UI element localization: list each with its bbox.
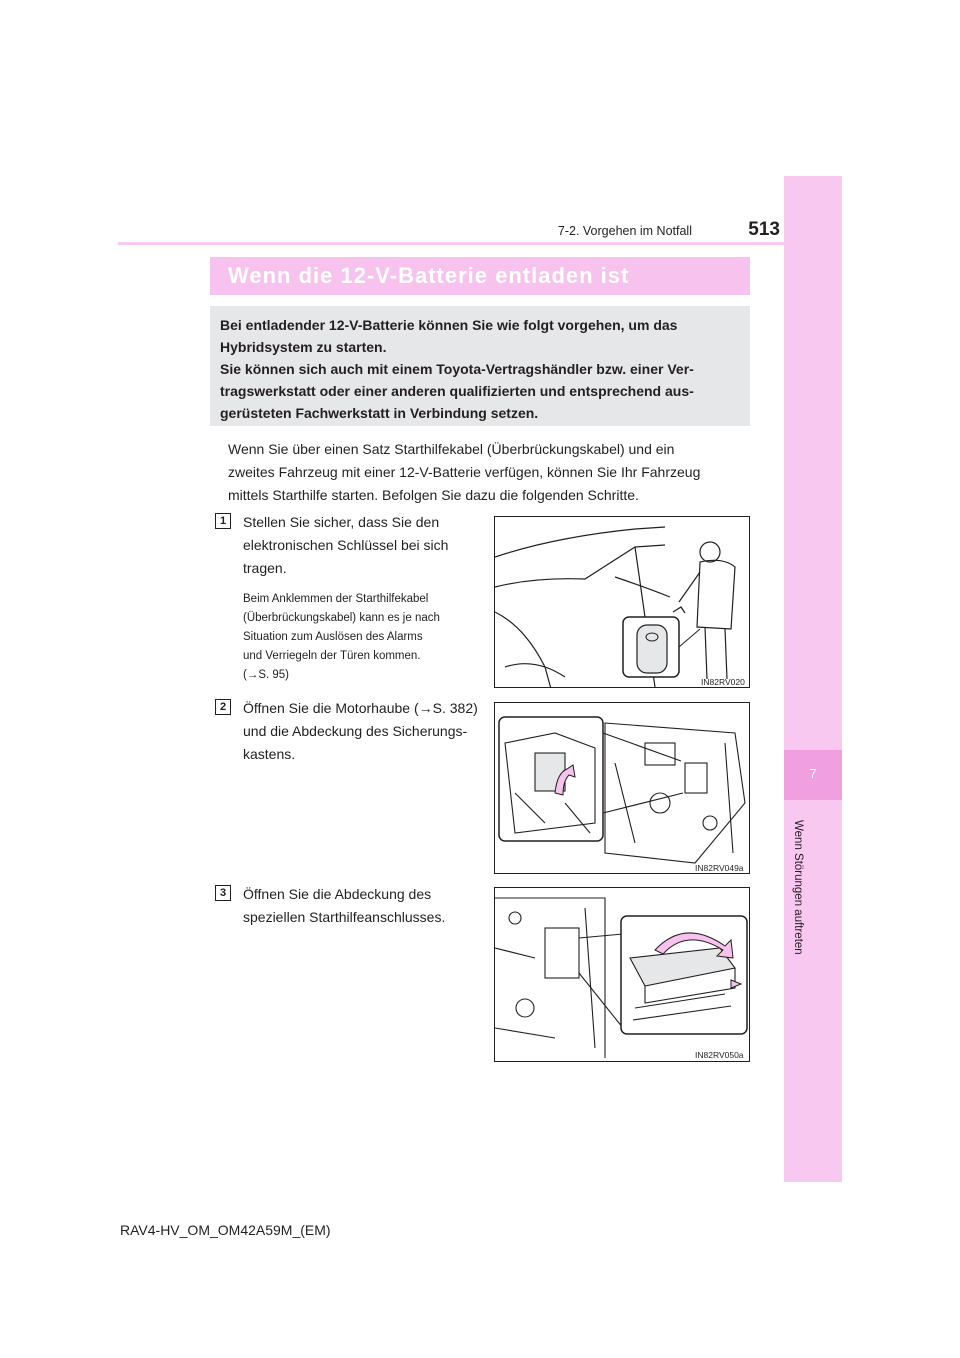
intro-line: gerüsteten Fachwerkstatt in Verbindung setzen. xyxy=(220,405,539,421)
step-text-line: Stellen Sie sicher, dass Sie den xyxy=(243,514,440,530)
body-line: zweites Fahrzeug mit einer 12-V-Batterie verfügen, können Sie Ihr Fahrzeug xyxy=(228,464,701,480)
intro-line: tragswerkstatt oder einer anderen qualifizierten und entsprechend aus- xyxy=(220,383,694,399)
smart-key-icon xyxy=(637,625,667,673)
step-note-line: und Verriegeln der Türen kommen. xyxy=(243,650,421,662)
step-text-line: kastens. xyxy=(243,746,296,762)
section-title: 7-2. Vorgehen im Notfall xyxy=(557,224,692,238)
header-rule xyxy=(118,242,784,245)
figure-fuse-box xyxy=(494,702,750,874)
intro-line: Sie können sich auch mit einem Toyota-Vertragshändler bzw. einer Ver- xyxy=(220,361,694,377)
step-note-line: Beim Anklemmen der Starthilfekabel xyxy=(243,593,429,605)
step-number-badge: 1 xyxy=(215,513,231,529)
intro-line: Hybridsystem zu starten. xyxy=(220,339,387,355)
page-number: 513 xyxy=(748,219,780,240)
step-number-badge: 2 xyxy=(215,699,231,715)
step-text-line: und die Abdeckung des Sicherungs- xyxy=(243,723,468,739)
step-text-line: speziellen Starthilfeanschlusses. xyxy=(243,909,446,925)
body-line: Wenn Sie über einen Satz Starthilfekabel (Überbrückungskabel) und ein xyxy=(228,441,675,457)
step-note-line: (Überbrückungskabel) kann es je nach xyxy=(243,612,440,624)
page-title: Wenn die 12-V-Batterie entladen ist xyxy=(228,263,630,288)
figure-code: IN82RV049a xyxy=(695,863,744,873)
engine-bay-illustration xyxy=(495,703,750,874)
step-text-line: Öffnen Sie die Abdeckung des xyxy=(243,886,432,902)
intro-box xyxy=(210,306,750,426)
intro-line: Bei entladender 12-V-Batterie können Sie wie folgt vorgehen, um das xyxy=(220,317,678,333)
figure-code: IN82RV050a xyxy=(695,1050,744,1060)
figure-key-person xyxy=(494,516,750,688)
step-note-line: (→S. 95) xyxy=(243,669,290,681)
chapter-title: Wenn Störungen auftreten xyxy=(792,820,804,955)
step-text-line: tragen. xyxy=(243,560,287,576)
step-note-line: Situation zum Auslösen des Alarms xyxy=(243,631,423,643)
chapter-number: 7 xyxy=(809,766,817,781)
step-text-line: Öffnen Sie die Motorhaube (→S. 382) xyxy=(243,700,478,716)
terminal-cover-illustration xyxy=(495,888,750,1062)
document-footer: RAV4-HV_OM_OM42A59M_(EM) xyxy=(120,1222,331,1238)
chapter-title-wrap xyxy=(792,820,812,1020)
figure-jump-start-terminal xyxy=(494,887,750,1062)
body-line: mittels Starthilfe starten. Befolgen Sie dazu die folgenden Schritte. xyxy=(228,487,639,503)
car-door-illustration xyxy=(495,517,750,688)
step-text-line: elektronischen Schlüssel bei sich xyxy=(243,537,449,553)
step-number-badge: 3 xyxy=(215,885,231,901)
title-bar xyxy=(210,257,750,295)
chapter-side-tab xyxy=(784,176,842,1182)
figure-code: IN82RV020 xyxy=(701,677,745,687)
